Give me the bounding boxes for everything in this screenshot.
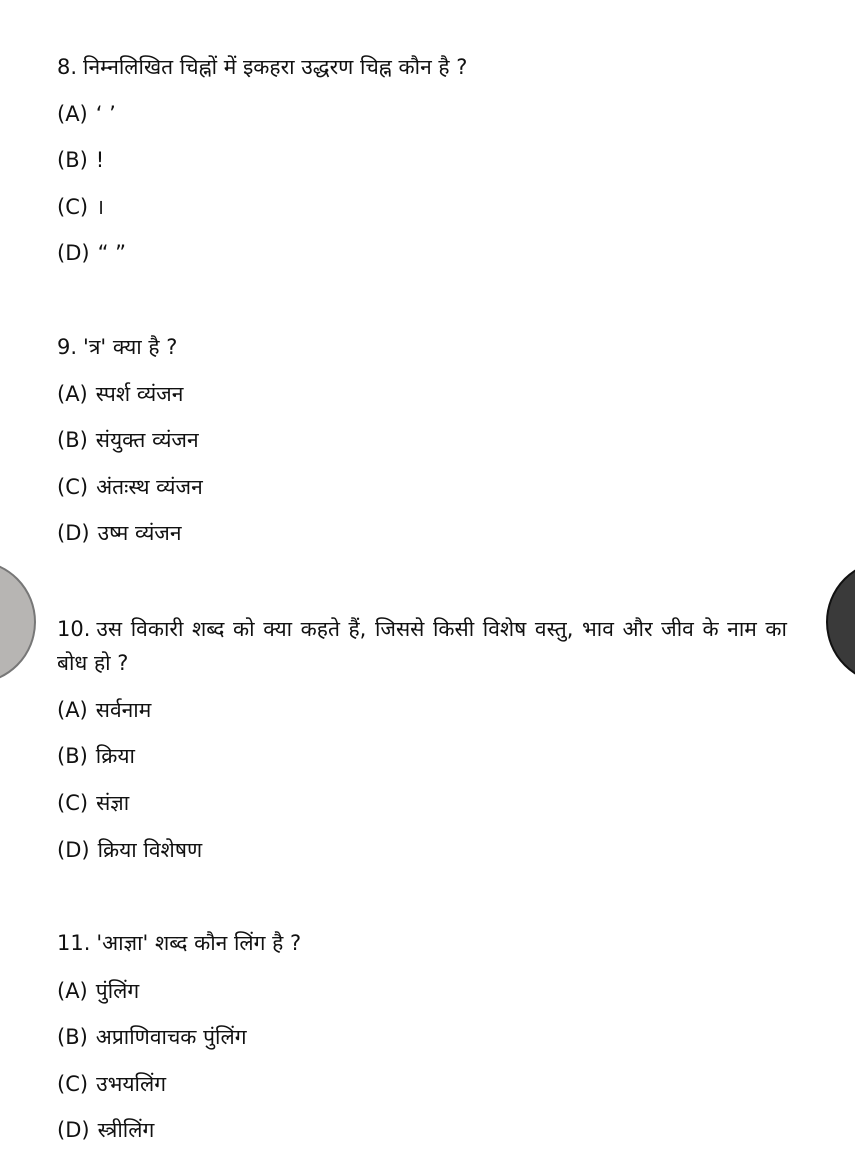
question-prompt: 'त्र' क्या है ?: [83, 335, 178, 359]
option-label: (C): [57, 1072, 89, 1096]
option-10-b[interactable]: [57, 742, 787, 770]
option-text: पुंलिंग: [95, 979, 140, 1003]
question-text: [57, 612, 787, 680]
option-label: (A): [57, 382, 88, 406]
option-label: (A): [57, 698, 88, 722]
option-label: (D): [57, 241, 90, 265]
next-page-button[interactable]: [826, 560, 855, 684]
option-9-c[interactable]: [57, 473, 787, 501]
option-label: (D): [57, 521, 90, 545]
option-label: (C): [57, 195, 89, 219]
question-number: 11.: [57, 931, 91, 955]
option-text: क्रिया: [95, 744, 135, 768]
question-8: [57, 50, 787, 84]
option-text: उष्म व्यंजन: [97, 521, 182, 545]
option-label: (A): [57, 102, 88, 126]
option-10-c[interactable]: [57, 789, 787, 817]
option-11-d[interactable]: [57, 1116, 787, 1144]
question-text: [57, 926, 787, 960]
option-9-d[interactable]: [57, 519, 787, 547]
option-label: (A): [57, 979, 88, 1003]
option-text: अप्राणिवाचक पुंलिंग: [95, 1025, 247, 1049]
option-9-b[interactable]: [57, 426, 787, 454]
option-label: (B): [57, 428, 88, 452]
option-label: (B): [57, 1025, 88, 1049]
option-text: उभयलिंग: [96, 1072, 167, 1096]
previous-page-button[interactable]: [0, 560, 36, 684]
question-text: [57, 330, 787, 364]
option-9-a[interactable]: [57, 380, 787, 408]
option-11-a[interactable]: [57, 977, 787, 1005]
option-label: (C): [57, 475, 89, 499]
option-label: (D): [57, 1118, 90, 1142]
option-8-a[interactable]: [57, 100, 787, 128]
option-label: (D): [57, 838, 90, 862]
option-label: (C): [57, 791, 89, 815]
option-text: “ ”: [97, 241, 126, 265]
option-8-d[interactable]: [57, 239, 787, 267]
option-text: ।: [96, 195, 105, 219]
option-8-b[interactable]: [57, 146, 787, 174]
option-11-c[interactable]: [57, 1070, 787, 1098]
question-number: 9.: [57, 335, 78, 359]
question-9: [57, 330, 787, 364]
question-11: [57, 926, 787, 960]
option-text: स्त्रीलिंग: [97, 1118, 155, 1142]
option-text: अंतःस्थ व्यंजन: [96, 475, 203, 499]
option-text: स्पर्श व्यंजन: [95, 382, 184, 406]
option-text: संज्ञा: [96, 791, 130, 815]
option-10-a[interactable]: [57, 696, 787, 724]
option-11-b[interactable]: [57, 1023, 787, 1051]
option-label: (B): [57, 148, 88, 172]
option-8-c[interactable]: [57, 193, 787, 221]
option-text: संयुक्त व्यंजन: [95, 428, 199, 452]
option-10-d[interactable]: [57, 836, 787, 864]
option-text: !: [95, 148, 105, 172]
option-label: (B): [57, 744, 88, 768]
option-text: क्रिया विशेषण: [97, 838, 203, 862]
question-number: 8.: [57, 55, 78, 79]
question-prompt: 'आज्ञा' शब्द कौन लिंग है ?: [96, 931, 302, 955]
option-text: सर्वनाम: [95, 698, 152, 722]
question-10: [57, 612, 787, 680]
question-prompt: उस विकारी शब्द को क्या कहते हैं, जिससे किसी विशेष वस्तु, भाव और जीव के नाम का बोध हो ?: [57, 617, 787, 675]
question-number: 10.: [57, 617, 91, 641]
question-prompt: निम्नलिखित चिह्नों में इकहरा उद्धरण चिह्न कौन है ?: [83, 55, 468, 79]
question-text: [57, 50, 787, 84]
option-text: ‘ ’: [95, 102, 116, 126]
